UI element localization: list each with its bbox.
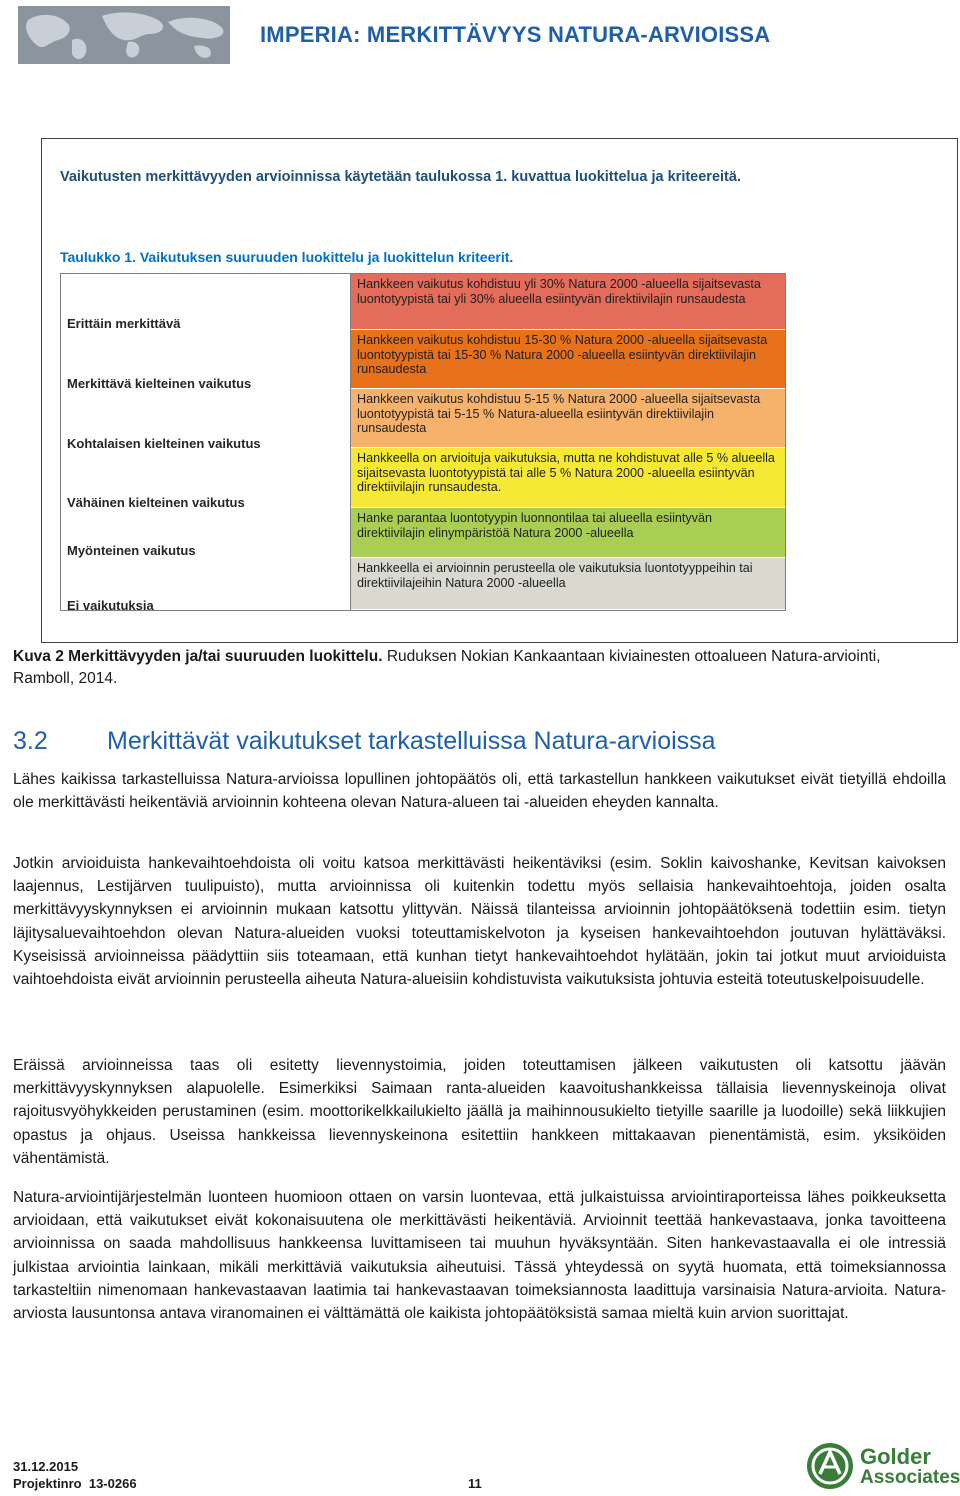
paragraph-3: Eräissä arvioinneissa taas oli esitetty lievennystoimia, joiden toteuttamisen jälkeen vaikutusten oli katsottu jäävän merkittävyyskynnyksen alapuolelle. Esimerkiksi Saimaan ranta-alueiden kaavoitushankkeissa tällaisia lievennyskeinoja olivat rajoitusvyöhykkeiden perustaminen (esim. moottorikelkkailukielto jäällä ja maihinnousukielto tietyille saarille ja luodoille) sekä liikkujien opastus ja ohjaus. Useissa hankkeissa lievennyskeinona esitettiin hankkeen mittakaavan pienentämistä, esim. yksiköiden vähentämistä. <box>13 1057 946 1167</box>
criteria-cell-1: Hankkeen vaikutus kohdistuu yli 30% Natura 2000 -alueella sijaitsevasta luontotyypistä tai yli 30% alueella esiintyvän direktiivilajin runsaudesta <box>351 274 785 330</box>
table-caption: Taulukko 1. Vaikutuksen suuruuden luokittelu ja luokittelun kriteerit. <box>60 249 514 265</box>
criteria-cell-4: Hankkeella on arvioituja vaikutuksia, mutta ne kohdistuvat alle 5 % alueella sijaitsevasta luontotyypistä tai alle 5 % Natura 2000 -alueella esiintyvän direktiivilajin runsaudesta. <box>351 448 785 508</box>
label-row-2: Merkittävä kielteinen vaikutus <box>67 376 252 391</box>
figure-intro-text: Vaikutusten merkittävyyden arvioinnissa käytetään taulukossa 1. kuvattua luokittelua ja kriteereitä. <box>60 169 741 185</box>
footer-project-number: Projektinro 13-0266 <box>13 1476 137 1491</box>
paragraph-4: Natura-arviointijärjestelmän luonteen huomioon ottaen on varsin luontevaa, että julkaistuissa arviointiraporteissa lähes poikkeuksetta arvioidaan, että vaikutukset eivät kokonaisuutena ole merkittävästi heikentäviä. Arvioinnit teettää hankevastaava, jonka tavoitteena arvioinnissa on saada mahdollisuus hankkeensa luvittamiseen tai muuhun hyväksyntään. Siten hankevastaavalla ei ole intressiä julkistaa arviointia lainkaan, mikäli merkittäviä vaikutuksia aiheutuisi. Tässä yhteydessä on syytä huomata, että toimeksiannossa tarkasteltiin nimenomaan hankevastaavan laatimia tai hankevastaavan toimeksiannosta laadittuja varsinaisia Natura-arvioita. Natura-arviosta lausuntonsa antava viranomainen ei välttämättä ole kaikista johtopäätöksistä samaa mieltä kuin arvion suorittajat. <box>13 1189 946 1323</box>
section-number: 3.2 <box>13 727 48 755</box>
table-criteria-column <box>351 274 785 610</box>
label-row-4: Vähäinen kielteinen vaikutus <box>67 495 245 510</box>
criteria-cell-6: Hankkeella ei arvioinnin perusteella ole vaikutuksia luontotyyppeihin tai direktiivilajeihin Natura 2000 -alueella <box>351 558 785 610</box>
classification-table <box>60 273 786 611</box>
paragraph-1: Lähes kaikissa tarkastelluissa Natura-arvioissa lopullinen johtopäätös oli, että tarkastellun hankkeen vaikutukset eivät tietyillä ehdoilla ole merkittävästi heikentäviä arvioinnin kohteena olevan Natura-alueen tai -alueiden eheyden kannalta. <box>13 771 946 812</box>
golder-logo-text-1: Golder <box>860 1444 931 1469</box>
footer-date: 31.12.2015 <box>13 1459 79 1474</box>
criteria-cell-2: Hankkeen vaikutus kohdistuu 15-30 % Natura 2000 -alueella sijaitsevasta luontotyypistä tai 15-30 % Natura 2000 -alueella esiintyvän direktiivilajin runsaudesta <box>351 330 785 389</box>
page-number: 11 <box>468 1476 482 1491</box>
section-title: Merkittävät vaikutukset tarkastelluissa Natura-arvioissa <box>107 727 716 755</box>
label-row-5: Myönteinen vaikutus <box>67 543 196 558</box>
section-heading <box>13 727 716 756</box>
figure-caption-bold: Kuva 2 Merkittävyyden ja/tai suuruuden luokittelu. <box>13 648 383 665</box>
label-row-6: Ei vaikutuksia <box>67 598 154 613</box>
criteria-cell-5: Hanke parantaa luontotyypin luonnontilaa tai alueella esiintyvän direktiivilajin elinympäristöä Natura 2000 -alueella <box>351 508 785 558</box>
figure-caption <box>13 646 913 690</box>
page-header <box>0 0 960 70</box>
world-map-logo-icon <box>18 6 230 64</box>
figure-caption-normal: Ruduksen Nokian Kankaantaan kiviainesten ottoalueen Natura-arviointi, Ramboll, 2014. <box>13 648 881 687</box>
table-label-column <box>61 274 351 613</box>
paragraph-2: Jotkin arvioiduista hankevaihtoehdoista oli voitu katsoa merkittävästi heikentäviksi (esim. Soklin kaivoshanke, Kevitsan kaivoksen laajennus, Lestijärven tuulipuisto), mutta arvioinnissa oli kuitenkin todettu myös sellaisia hankevaihtoehtoja, joiden osalta merkittävyyskynnyksen ei arvioinnin mukaan katsottu ylittyvän. Näissä tilanteissa arvioinnin johtopäätöksenä todettiin esim. tietyn läjitysaluevaihtoehdon olevan Natura-alueiden vuoksi toteuttamiskelvoton ja kyseisen hankevaihtoehdon joutuvan hylättäväksi. Kyseisissä arvioinneissa päädyttiin siis toteamaan, että kunhan tietyt hankevaihtoehdot hylätään, jokin tai jotkut muut arvioiduista vaihtoehdoista eivät arvioinnin perusteella aiheuta Natura-alueisiin kohdistuvista vaikutuksista johtuvia esteitä toteutuskelpoisuudelle. <box>13 855 946 989</box>
figure-image <box>41 138 958 643</box>
label-row-1: Erittäin merkittävä <box>67 316 181 331</box>
golder-logo-text-2: Associates <box>860 1467 960 1488</box>
criteria-cell-3: Hankkeen vaikutus kohdistuu 5-15 % Natura 2000 -alueella sijaitsevasta luontotyypistä tai 5-15 % Natura-alueella esiintyvän direktiivilajin runsaudesta <box>351 389 785 448</box>
label-row-3: Kohtalaisen kielteinen vaikutus <box>67 436 261 451</box>
golder-associates-logo <box>806 1440 960 1492</box>
header-title: IMPERIA: MERKITTÄVYYS NATURA-ARVIOISSA <box>260 22 771 47</box>
